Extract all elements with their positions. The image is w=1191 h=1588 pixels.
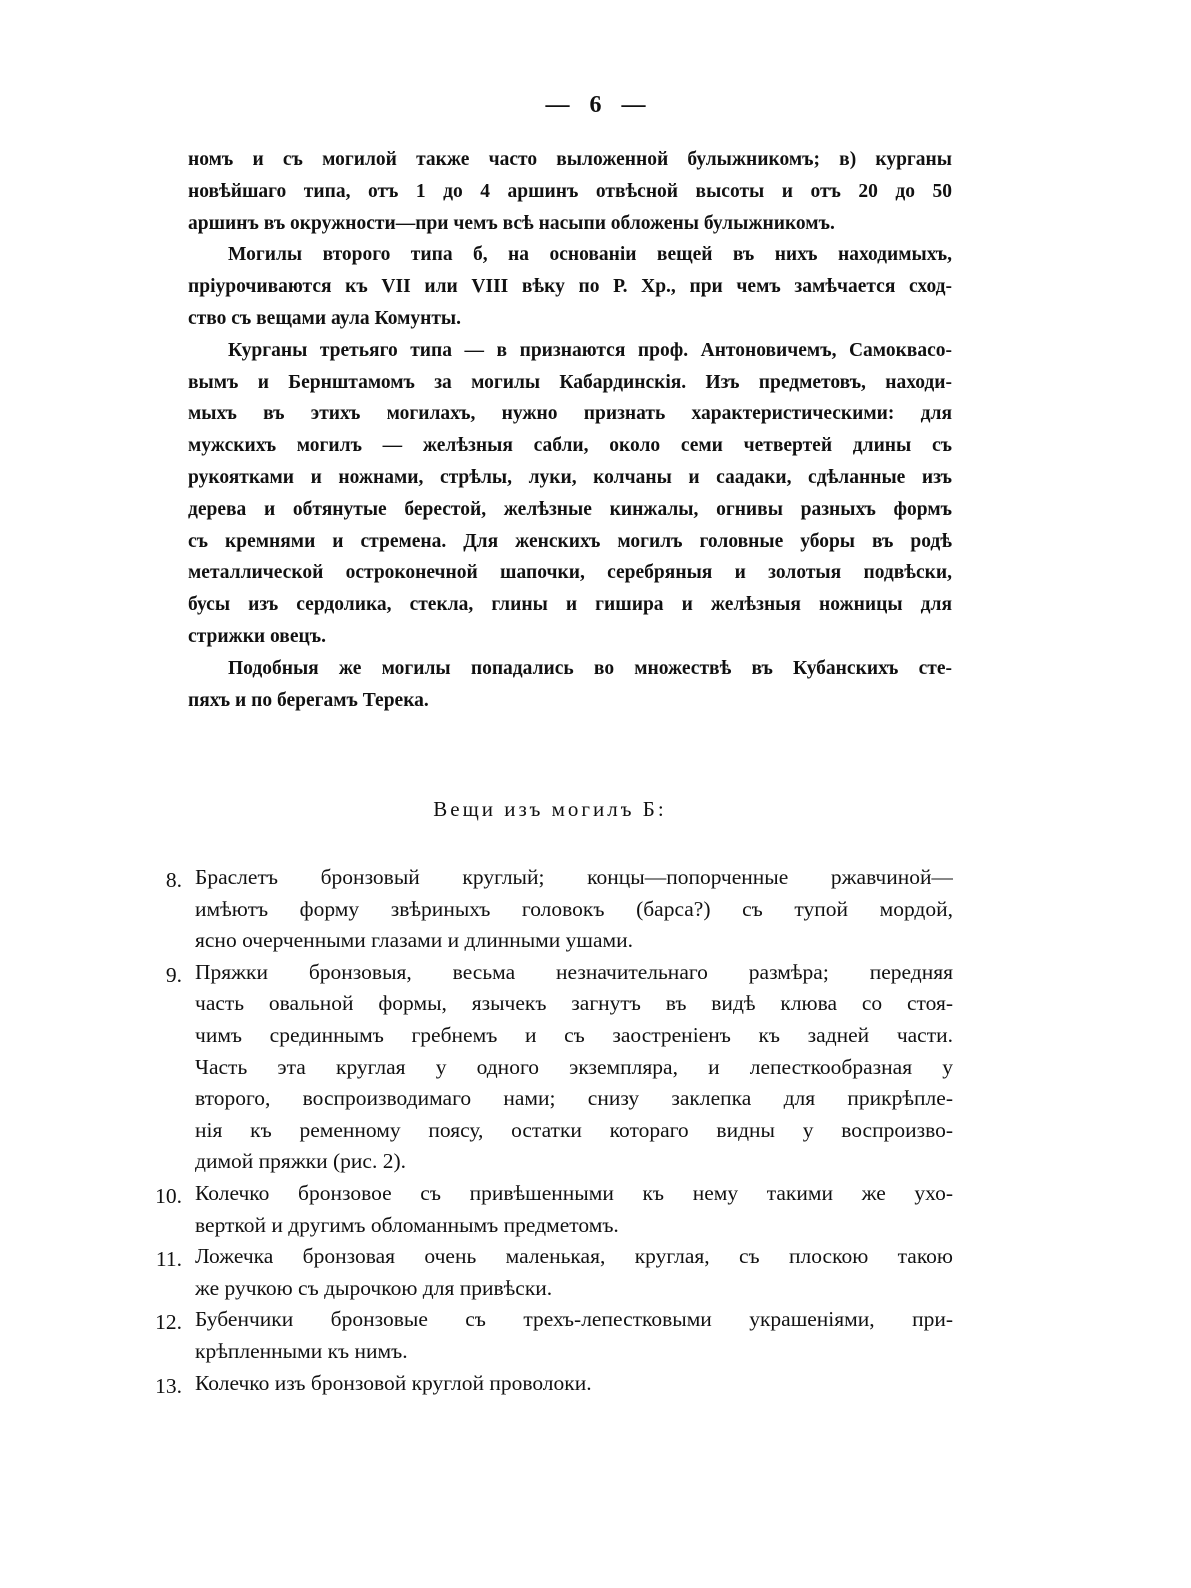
item-number: 9.	[165, 963, 182, 987]
section-heading: Вещи изъ могилъ Б:	[433, 797, 667, 821]
paragraph-line: прiурочиваются къ VII или VIII вѣку по Р. Хр., при чемъ замѣчается сход-	[188, 276, 952, 297]
paragraph-line: вымъ и Бернштамомъ за могилы Кабардинскiя. Изъ предметовъ, находи-	[188, 372, 952, 393]
list-item-line: верткой и другимъ обломаннымъ предметомъ.	[195, 1213, 619, 1237]
list-item-line: Пряжки бронзовыя, весьма незначительнаго размѣра; передняя	[195, 960, 953, 984]
paragraph-line: дерева и обтянутые берестой, желѣзные кинжалы, огнивы разныхъ формъ	[188, 499, 952, 520]
list-item-line: имѣютъ форму звѣриныхъ головокъ (барса?) съ тупой мордой,	[195, 897, 953, 921]
paragraph-line: съ кремнями и стремена. Для женскихъ могилъ головные уборы въ родѣ	[188, 531, 952, 552]
list-item-line: Ложечка бронзовая очень маленькая, круглая, съ плоскою такою	[195, 1244, 953, 1268]
item-number: 11.	[155, 1247, 182, 1271]
list-item-line: Колечко изъ бронзовой круглой проволоки.	[195, 1371, 592, 1395]
paragraph-line: Подобныя же могилы попадались во множествѣ въ Кубанскихъ сте-	[228, 658, 952, 679]
list-item-line: же ручкою съ дырочкою для привѣски.	[195, 1276, 553, 1300]
list-item-line: нiя къ ременному поясу, остатки котораго видны у воспроизво-	[195, 1118, 953, 1142]
list-item-line: Часть эта круглая у одного экземпляра, и лепесткообразная у	[195, 1055, 953, 1079]
paragraph-line: мыхъ въ этихъ могилахъ, нужно признать характеристическими: для	[188, 403, 952, 424]
paragraph-line: рукоятками и ножнами, стрѣлы, луки, колчаны и саадаки, сдѣланные изъ	[188, 467, 952, 488]
list-item-line: крѣпленными къ нимъ.	[195, 1339, 408, 1363]
paragraph-line: мужскихъ могилъ — желѣзныя сабли, около семи четвертей длины съ	[188, 435, 952, 456]
list-item-line: часть овальной формы, язычекъ загнутъ въ видѣ клюва со стоя-	[195, 991, 953, 1015]
paragraph-line: аршинъ въ окружности—при чемъ всѣ насыпи обложены булыжникомъ.	[188, 213, 835, 234]
paragraph-line: пяхъ и по берегамъ Терека.	[188, 690, 429, 711]
paragraph-line: ство съ вещами аула Комунты.	[188, 308, 462, 329]
list-item-line: Браслетъ бронзовый круглый; концы—попорченные ржавчиной—	[195, 865, 953, 889]
paragraph-line: металлической остроконечной шапочки, серебряныя и золотыя подвѣски,	[188, 562, 952, 583]
list-item-line: второго, воспроизводимаго нами; снизу заклепка для прикрѣпле-	[195, 1086, 953, 1110]
item-number: 13.	[155, 1374, 182, 1398]
list-item-line: Бубенчики бронзовые съ трехъ-лепестковыми украшенiями, при-	[195, 1307, 953, 1331]
paragraph-line: новѣйшаго типа, отъ 1 до 4 аршинъ отвѣсной высоты и отъ 20 до 50	[188, 181, 952, 202]
paragraph-line: Курганы третьяго типа — в признаются проф. Антоновичемъ, Самоквасо-	[228, 340, 952, 361]
item-number: 8.	[165, 868, 182, 892]
paragraph-line: бусы изъ сердолика, стекла, глины и гишира и желѣзныя ножницы для	[188, 594, 952, 615]
page-number: — 6 —	[545, 92, 646, 118]
list-item-line: Колечко бронзовое съ привѣшенными къ нему такими же ухо-	[195, 1181, 953, 1205]
list-item-line: ясно очерченными глазами и длинными ушами.	[195, 928, 633, 952]
list-item-line: чимъ срединнымъ гребнемъ и съ заостренiенъ къ задней части.	[195, 1023, 953, 1047]
item-number: 12.	[155, 1310, 182, 1334]
paragraph-line: номъ и съ могилой также часто выложенной булыжникомъ; в) курганы	[188, 149, 952, 170]
item-number: 10.	[155, 1184, 182, 1208]
paragraph-line: Могилы второго типа б, на основанiи вещей въ нихъ находимыхъ,	[228, 244, 952, 265]
list-item-line: димой пряжки (рис. 2).	[195, 1149, 407, 1173]
paragraph-line: стрижки овецъ.	[188, 626, 326, 647]
